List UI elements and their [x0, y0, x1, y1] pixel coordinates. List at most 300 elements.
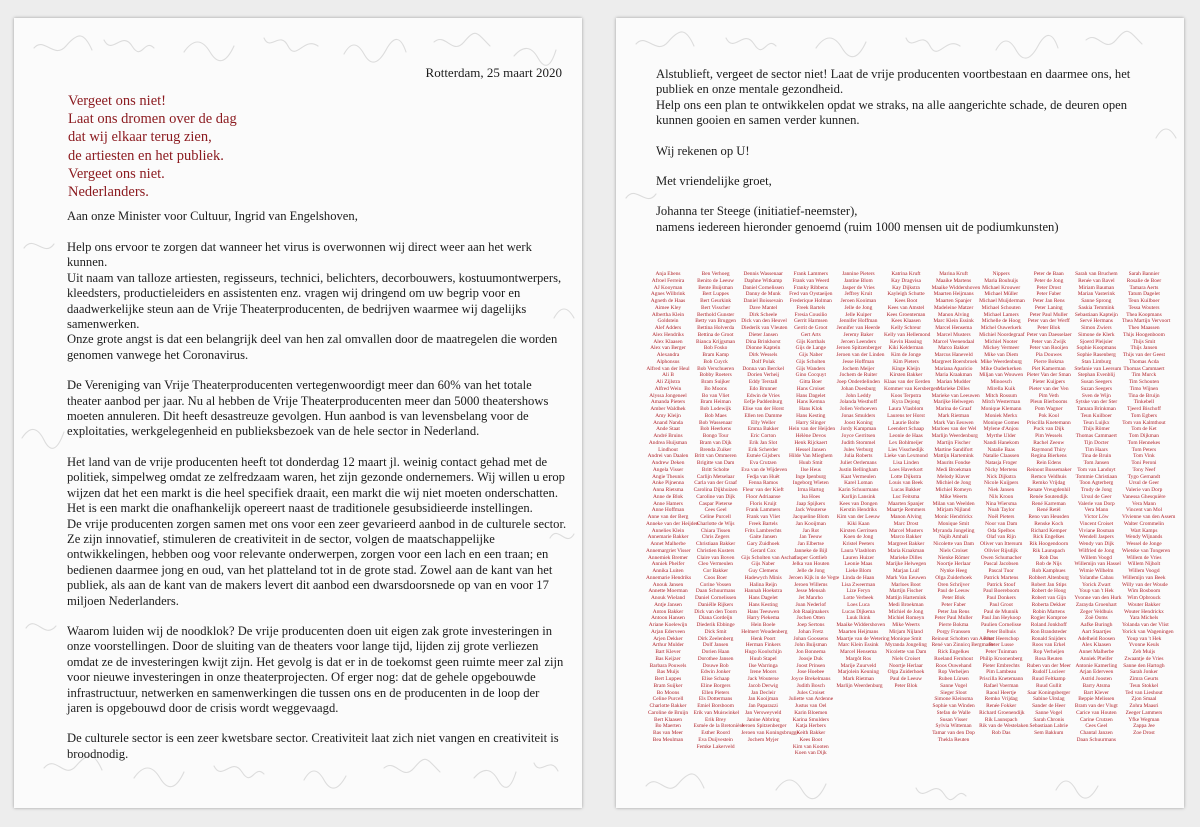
- signatory-name: Jasper de Vries: [842, 284, 875, 291]
- signatory-name: Jeroen Spitzenberger: [741, 723, 787, 730]
- signatory-name: Hans Klok: [799, 406, 823, 412]
- signatory-name: Zeeger Lammers: [1125, 709, 1163, 716]
- signatory-name: Simone de Klerk: [1078, 331, 1115, 338]
- signatory-name: Ruben Lürsen: [938, 676, 969, 682]
- signatory-name: Anne Hoffman: [651, 507, 685, 514]
- signatory-name: Sophie van Winden: [932, 703, 975, 709]
- signatory-name: Karin Schuurmans: [838, 487, 879, 493]
- signatory-name: Bo Moons: [704, 385, 727, 392]
- signatory-name: Jelle de Jong: [796, 568, 825, 574]
- signatory-name: Marc Klein Essink: [838, 642, 879, 649]
- signatory-name: Zoë Ooms: [1085, 615, 1108, 622]
- signatory-name: Dick van den Heuvel: [741, 318, 787, 325]
- letter-page-2: [616, 18, 1184, 808]
- signatory-name: Pieter van der Ven: [1028, 385, 1069, 392]
- signatory-name: Jeroen Kijk in de Vegte: [788, 574, 840, 581]
- signatory-name: Noël Pieters: [987, 514, 1015, 520]
- signatory-name: Juliet Oerlemans: [840, 460, 877, 466]
- signatory-name: Marije Zuurveld: [840, 662, 877, 669]
- signatory-name: Thijs Römer: [1082, 426, 1110, 433]
- signatory-name: Wouter Hendrickx: [1124, 608, 1164, 615]
- signatory-name: Marian Mudder: [936, 379, 971, 385]
- signatory-name: Anja Ebens: [655, 271, 681, 277]
- signatory-name: Alex Klaasen: [1081, 642, 1111, 649]
- signatory-name: Kees Klaasen: [891, 318, 921, 325]
- signatory-name: Peter Tuinman: [985, 649, 1017, 655]
- signatory-name: Brenda Zuiker: [699, 446, 732, 453]
- signatory-name: Marijke Helwegen: [933, 399, 974, 406]
- signatory-name: Carla van der Graaf: [694, 480, 737, 487]
- signatory-name: Moniek Merkx: [984, 412, 1018, 419]
- signatory-name: Rob Kamphues: [1032, 568, 1066, 574]
- signatory-name: Olivier Rijsdijk: [984, 547, 1018, 554]
- signatory-name: Oren Schrijver: [937, 581, 970, 588]
- signatory-name: Stan Limburg: [1081, 358, 1112, 365]
- signatory-name: Servé Hermans: [1079, 318, 1113, 325]
- signatory-name: Pierre Bokma: [1033, 358, 1064, 365]
- signatory-name: Nicole Kuijpers: [984, 480, 1019, 487]
- signatory-name: Mickey Vermeer: [983, 345, 1020, 352]
- signatory-name: Donna van Berckel: [742, 365, 784, 372]
- signatory-name: Peter van der Werff: [1027, 318, 1070, 325]
- signatory-name: Anke Pijnenna: [652, 480, 684, 487]
- signatory-name: Paul de Leeuw: [937, 588, 970, 595]
- signatory-name: Victor Löw: [1084, 514, 1109, 520]
- signatory-name: Sebastiaan Labrie: [1029, 723, 1068, 730]
- signatory-name: Hein Boele: [750, 622, 776, 628]
- signatory-name: Frank Lammers: [746, 507, 781, 514]
- signatory-name: Jacob Derwig: [748, 682, 779, 689]
- signatory-name: Carlijn Metselaar: [696, 473, 735, 480]
- signatory-name: Bob Cuyck: [703, 358, 728, 365]
- signatory-name: Milan van Weelden: [932, 500, 975, 507]
- signatory-name: Jesse Hoffman: [842, 358, 875, 365]
- signatory-name: Carolina Dijkhuizen: [693, 487, 738, 493]
- signatory-name: Kim van der Leeuw: [836, 514, 880, 520]
- signatory-name: Alphonsus: [656, 358, 680, 365]
- signatory-name: Mirjam Nijland: [936, 507, 971, 514]
- signatory-name: Rogier Komproe: [1030, 615, 1067, 622]
- signatory-name: Jochem de Ruiter: [839, 372, 878, 379]
- signatory-name: Remko Vrijdag: [1032, 480, 1066, 487]
- signatory-name: Arjan Ederveen: [1079, 669, 1114, 676]
- paragraph-line: Waarom luiden wij de noodklok? De vrije producenten doen uit eigen zak grote investeringen in onze voorstellingen. Door de sluiting van de theaters voor lange tijd, lijden zij grote verliezen omdat ze de investeringen kwijt zijn. Het gevolg is dat er in de toekomst geen ruimte meer zal zijn voor nieuwe investeringen in onze theaterprojecten. Of erger nog: dat de gehele opgebouwde infrastructuur, netwerken en samenwerkingen die tussen ons en de producenten in de loop der jaren is opgebouwd door de crisis wordt weggevaagd.: [67, 623, 564, 715]
- signatory-name: Bianca Krijgsman: [696, 338, 736, 345]
- signatory-name: Renske Koch: [1034, 520, 1064, 527]
- signatory-name: Wessel de Jonge: [1126, 541, 1162, 547]
- signatory-name: Pom Wagner: [1034, 406, 1063, 412]
- signatory-name: Vincent van Mol: [1125, 507, 1163, 514]
- signatory-name: Rik van de Westelaken: [979, 723, 1029, 730]
- signatory-name: Pia Douwes: [1035, 352, 1062, 358]
- signatory-name: Robert de Hoog: [1031, 588, 1066, 595]
- signatory-name: Nils Kroon: [989, 493, 1014, 500]
- signatory-name: Nicky Mertens: [985, 466, 1018, 473]
- signatory-name: Kees Boot: [799, 736, 823, 743]
- signatory-name: Huub Stapel: [749, 655, 777, 662]
- signatory-name: Guy Clemens: [748, 568, 778, 574]
- signatory-name: Bongo Tour: [702, 433, 729, 439]
- signatory-name: Leonie de Haas: [889, 433, 923, 439]
- signatory-name: Zjon Smaal: [1131, 696, 1157, 703]
- signatory-name: Maria Kraakman: [935, 372, 972, 379]
- signatory-name: Peter Jan Rens: [937, 608, 970, 615]
- signatory-name: Sarah Jonker: [1129, 669, 1158, 676]
- signatory-name: Freek Bartels: [796, 304, 826, 311]
- signatory-name: Tom Egbers: [1130, 412, 1157, 419]
- signatory-name: Mark Van Eeuwen: [933, 419, 974, 426]
- signatory-name: Valerie van Dorp: [1077, 500, 1115, 507]
- signatory-name: Anniek Pheifer: [1079, 655, 1113, 662]
- signatory-name: Andrei van Daalen: [647, 453, 689, 460]
- signatory-name: Mike van Diem: [984, 352, 1019, 358]
- signatory-name: Nynke Heeg: [940, 568, 968, 574]
- signatory-name: Karlijn Lansink: [841, 493, 876, 500]
- signatory-name: Marcel Veenendaal: [932, 338, 975, 345]
- signatory-name: Patrick Stoof: [987, 581, 1016, 588]
- signatory-name: Jochen Otten: [796, 615, 825, 622]
- signatory-name: Kirsten Gerritsen: [839, 527, 878, 534]
- signatory-name: Kelly Schreur: [890, 325, 922, 331]
- signatory-name: Zimra Geurts: [1129, 676, 1159, 682]
- signatory-name: Katja Herbers: [795, 723, 826, 730]
- signatory-name: Edo Brunner: [749, 385, 778, 392]
- signatory-name: Puck van Dijk: [1033, 426, 1065, 433]
- signatory-name: René van Zinnicq Bergmann: [931, 642, 994, 649]
- signatory-name: Yorick van Wageningen: [1121, 628, 1174, 635]
- signatory-name: Sanne den Hartogh: [1123, 662, 1165, 669]
- signatory-name: Michael Krouwer: [982, 284, 1021, 291]
- paragraph-line: Help ons een plan te ontwikkelen opdat we straks, na alle aangerichte schade, de deuren open kunnen gooien en samen verder kunnen.: [656, 97, 1128, 128]
- signatory-name: Mark Van Eeuwen: [885, 574, 926, 581]
- signatory-name: Koos Terpstra: [890, 392, 922, 399]
- signatory-name: Maarten Heijmans: [933, 291, 974, 298]
- signatory-name: Elly Weller: [750, 419, 776, 426]
- signatory-name: Simone Kleinsma: [934, 696, 973, 703]
- signatory-name: Arjan Ederveen: [651, 628, 685, 635]
- signatory-name: Walter Crommelin: [1123, 520, 1164, 527]
- signatory-name: Noah Taylor: [987, 507, 1015, 514]
- signatory-name: Barbara Pouwels: [649, 662, 687, 669]
- signatory-name: Ursul de Geer: [1081, 493, 1112, 500]
- signatory-name: Alef Adders: [654, 325, 682, 331]
- signatory-column: [1027, 271, 1071, 757]
- signatory-name: Niels Croiset: [939, 547, 968, 554]
- signatory-name: Yolanthe Cabau: [1079, 574, 1114, 581]
- signatory-name: Irene Moors: [749, 669, 777, 676]
- signatory-name: Martine Sandifort: [934, 446, 973, 453]
- signatory-name: Dirk Scheele: [749, 311, 778, 318]
- poem-line: de artiesten en het publiek.: [68, 147, 224, 164]
- signatory-name: Jochem Meijer: [842, 365, 875, 372]
- signatory-name: Martijn Fischer: [889, 588, 923, 595]
- signatory-name: Rob Das: [991, 730, 1011, 736]
- signatory-name: Marloes van der Wel: [931, 426, 977, 433]
- signatory-name: Maaike Widdershoven: [836, 622, 886, 628]
- signatory-name: Jonas Smulders: [841, 412, 876, 419]
- signatory-name: Gerrit de Groot: [794, 325, 828, 331]
- signatory-name: Kaat Vermeulen: [840, 473, 876, 480]
- signatory-name: Lieke van Lexmond: [884, 453, 928, 460]
- signatory-name: Mirjam Nijland: [889, 628, 923, 635]
- signatory-name: Yara Michels: [1129, 615, 1159, 622]
- signatory-name: Rick Engelkes: [937, 649, 970, 655]
- signatory-name: Gijs Wanders: [796, 365, 826, 372]
- signatory-name: Paul de Munnik: [983, 608, 1019, 615]
- signatory-name: Erik Brey: [705, 716, 727, 723]
- signatory-name: Marlijn Weerdenburg: [931, 433, 978, 439]
- signatory-name: Trudy de Jong: [1080, 487, 1112, 493]
- signatory-name: Eric Corton: [750, 433, 776, 439]
- signatory-name: Lieke Blom: [845, 568, 872, 574]
- signatory-name: Angela Visser: [652, 466, 684, 473]
- signatory-name: Ben Verhoeg: [701, 271, 730, 277]
- signatory-name: Bram Suijker: [653, 682, 683, 689]
- signatory-name: Marcel Hensema: [935, 325, 972, 331]
- signatory-name: Anouk Wieland: [651, 595, 685, 601]
- signatory-name: Antoon Hansen: [651, 615, 685, 622]
- signatory-name: Zeger Veldhuis: [1080, 608, 1113, 615]
- signatory-name: Esther Roord: [701, 730, 730, 736]
- signatory-name: Rop Verheijen: [1033, 649, 1065, 655]
- signatory-column: [741, 271, 799, 757]
- signatory-name: Stefanie van Leersum: [1074, 365, 1122, 372]
- signatory-name: Saar Koningsberger: [1027, 689, 1071, 696]
- signatory-name: Bettina Holverda: [697, 325, 735, 331]
- signatory-name: Mirella Kuik: [987, 385, 1016, 392]
- signatory-name: Cleo Vermeulen: [698, 561, 733, 568]
- signatory-name: Diana Gordeijn: [698, 615, 733, 622]
- signatory-name: Henk Poort: [750, 635, 776, 642]
- signatory-name: Cees Geel: [1085, 723, 1108, 730]
- signatory-name: Bert Geurkink: [700, 298, 732, 304]
- signatory-name: Rosa Reuten: [1035, 655, 1063, 662]
- signatory-name: Eva van de Wijdeven: [741, 466, 788, 473]
- poem-line: dat wij elkaar terug zien,: [68, 129, 212, 146]
- signatory-name: Mike Weerts: [892, 622, 920, 628]
- signatory-name: Anna Rietsma: [652, 487, 684, 493]
- signatory-name: Robert Jan Stips: [1031, 581, 1067, 588]
- signatory-name: Sem Bakkum: [1034, 730, 1064, 736]
- signatory-name: Bert Visscher: [701, 304, 731, 311]
- signatory-name: Peter Lusse: [988, 642, 1014, 649]
- signatory-name: Remco Veldhuis: [1031, 473, 1067, 480]
- signatory-column: [693, 271, 744, 757]
- signatory-name: Amber Waldhek: [650, 406, 686, 412]
- signatory-name: Dionne Kaptein: [746, 345, 781, 352]
- signatory-name: Lize Feryn: [846, 588, 871, 595]
- signatory-name: Gijs Korthals: [796, 338, 826, 345]
- letter-body-left: [67, 240, 567, 777]
- signatory-name: Rosalie de Boer: [1126, 277, 1162, 284]
- signatory-name: Amy Kleijn: [655, 412, 681, 419]
- signatory-name: Nina Wiersma: [985, 500, 1017, 507]
- signatory-name: Jack Wouterse: [795, 507, 827, 514]
- signatory-name: Jacqueline Blom: [792, 514, 829, 520]
- signatory-name: Annemarie Bakker: [647, 534, 689, 541]
- signatory-name: Pleun Bierbooms: [1030, 399, 1068, 406]
- signatory-name: Lindhout: [658, 446, 678, 453]
- signatory-name: Roland Jonkhoff: [1030, 622, 1067, 628]
- signatory-name: Myrthe Ulder: [986, 433, 1016, 439]
- signatory-name: Hilde Van Mieghem: [788, 453, 833, 460]
- signatory-name: Frank van Weerd: [792, 277, 830, 284]
- signatory-name: Anniek Pheifer: [651, 561, 685, 568]
- signatory-name: Marina de Graaf: [935, 406, 972, 412]
- signatory-name: Helmert Woudenberg: [741, 628, 788, 635]
- signatory-name: Femke Lakerveld: [696, 743, 735, 750]
- signatory-name: John Buijsman: [794, 642, 827, 649]
- signatory-name: Juliette van Ardenne: [788, 696, 834, 703]
- signatory-name: Vanessa Ghesquière: [1122, 493, 1166, 500]
- signatory-name: Mark Rietman: [937, 412, 970, 419]
- signatory-name: Jan Rot: [802, 527, 819, 534]
- signatory-name: Gerrit Harmsen: [793, 318, 828, 325]
- signatory-name: Mark Rietman: [842, 676, 875, 682]
- signatory-name: Klaas van der Eerden: [883, 379, 931, 385]
- signatory-name: Wart Kamps: [1130, 527, 1158, 534]
- signatory-name: Eddy Terstall: [748, 379, 778, 385]
- signatory-name: Kirsten Bakker: [889, 372, 923, 379]
- signatory-name: Suzan Seegers: [1080, 385, 1112, 392]
- signatory-name: Marcel Hensema: [840, 649, 877, 655]
- signatory-name: Hélène Devos: [795, 433, 826, 439]
- signatory-name: Pierre Bokma: [938, 622, 969, 628]
- signatory-name: Emiel Borsboom: [697, 703, 734, 709]
- signatory-name: Ruud Feltkamp: [1032, 676, 1066, 682]
- paragraph-line: Wij rekenen op U!: [656, 143, 750, 158]
- signatory-name: Willem Voogd: [1080, 554, 1112, 561]
- signatory-name: Peter Blok: [1037, 325, 1061, 331]
- letter-page-1: [14, 18, 582, 808]
- signatory-name: Peter Jan Rens: [1032, 298, 1065, 304]
- signatory-name: Dolf Jansen: [702, 642, 729, 649]
- signatory-name: Thijs Jansen: [1130, 345, 1158, 352]
- signatory-name: Peter van Zwijk: [1031, 338, 1066, 345]
- signatory-name: Porgy Franssen: [936, 628, 971, 635]
- signatory-name: Jeffrey Kruit: [844, 291, 873, 298]
- signatory-name: Irma Hartog: [797, 487, 825, 493]
- signatory-name: Janneke de Bijl: [794, 547, 828, 554]
- signatory-name: Johan Doesburg: [840, 385, 876, 392]
- signatory-name: Gerard Cox: [750, 547, 776, 554]
- signatory-name: Alexandra: [656, 352, 680, 358]
- signatory-name: Miljan van Wouwen: [979, 372, 1024, 379]
- signatory-name: Ted van Lieshout: [1125, 689, 1163, 696]
- signatory-name: Harry Piekema: [746, 615, 780, 622]
- signatory-name: Alex Hendriks: [652, 331, 684, 338]
- signatory-name: Sabine Uitslag: [1032, 696, 1065, 703]
- signatory-name: Peter Blok: [942, 595, 966, 601]
- signatory-name: Michael Muijderman: [979, 298, 1025, 304]
- signatory-name: Ursul de Geer: [1128, 480, 1160, 487]
- signatory-name: Caroline de Bruijn: [647, 709, 689, 716]
- signatory-name: Tessa Wouters: [1128, 304, 1160, 311]
- signatory-name: Jan Paparazzi: [748, 703, 778, 709]
- signatory-name: Peter Faber: [941, 601, 966, 608]
- signatory-name: Jelka van Houten: [792, 561, 830, 568]
- signatory-name: Maria Bouhuijs: [984, 277, 1018, 284]
- signatory-name: Anouk Jansen: [652, 581, 684, 588]
- signatory-column: [836, 271, 890, 757]
- signatory-name: Teun Luijkx: [1083, 419, 1110, 426]
- signatory-name: Franky Ribbens: [793, 284, 828, 291]
- signatory-name: Bobby Roeters: [699, 372, 732, 379]
- signatory-name: Monique Smit: [890, 635, 922, 642]
- signatory-name: Hans Croiset: [796, 385, 825, 392]
- signatory-name: Natasja Froger: [985, 460, 1018, 466]
- signatory-name: Tim Murck: [1131, 372, 1157, 379]
- signatory-name: Daniel Cornelissen: [695, 595, 737, 601]
- signatory-name: Kay Dijkstra: [892, 284, 920, 291]
- signatory-name: Sjoerd Pleijsier: [1079, 338, 1113, 345]
- signatory-name: Hans Kesting: [796, 412, 826, 419]
- signatory-name: Niels Croiset: [891, 655, 921, 662]
- signatory-name: Karin Bloemen: [794, 709, 828, 716]
- signatory-name: Michiel de Jong: [936, 480, 971, 487]
- signatory-name: Robin Martens: [1032, 608, 1065, 615]
- signatory-name: Oliver van Ittersum: [980, 541, 1023, 547]
- signatory-name: Lauren Huizer: [842, 554, 875, 561]
- signatory-name: Peter van Daesselaer: [1026, 331, 1072, 338]
- signatory-name: Kim van Kooten: [792, 743, 829, 750]
- signatory-name: Hein van der Heijden: [788, 426, 836, 433]
- signatory-name: Yvonne van den Hurk: [1074, 595, 1122, 601]
- signatory-name: Monique Gomes: [983, 419, 1020, 426]
- signatory-name: Youp van 't Hek: [1078, 588, 1114, 595]
- signatory-name: Bas Keijzer: [655, 655, 681, 662]
- signatory-name: Ilse Warringa: [748, 662, 778, 669]
- signatory-name: Simon Zwiers: [1081, 325, 1112, 331]
- signatory-name: Sophie Rasenberg: [1076, 352, 1116, 358]
- signatory-name: Valerie van Dorp: [1125, 487, 1163, 493]
- signatory-name: Miriam Bauman: [1078, 284, 1115, 291]
- signatory-name: Olga Zuiderhoek: [935, 574, 972, 581]
- signatory-name: Michiel Noordegraaf: [979, 331, 1025, 338]
- signatory-name: Youp van 't Hek: [1126, 635, 1162, 642]
- signatory-name: Marieke van Leeuwen: [931, 392, 980, 399]
- signatory-name: Zeb Muijs: [1132, 649, 1156, 655]
- signatory-name: Edwin Jonker: [700, 669, 731, 676]
- signatory-name: Kristel Peeters: [842, 541, 875, 547]
- signatory-name: Marieke Dilles: [937, 385, 970, 392]
- signatory-name: Priscilla Knetemann: [1026, 419, 1071, 426]
- signatory-name: Marijke Helwegen: [885, 561, 927, 568]
- signatory-name: Isa Hoes: [801, 493, 821, 500]
- signatory-name: Tony Neef: [1132, 466, 1156, 473]
- signatory-column: [1074, 271, 1122, 757]
- signatory-name: Anne Hamers: [653, 500, 683, 507]
- signatory-name: Jantine Blom: [844, 277, 873, 284]
- signatory-name: Marloes Boot: [891, 581, 921, 588]
- signatory-name: Erik Scherder: [748, 446, 779, 453]
- signatory-name: Manon Alving: [937, 311, 970, 318]
- signatory-name: Thekla Reuten: [937, 736, 970, 743]
- signatory-name: Tom van Kalmthout: [1122, 419, 1166, 426]
- signatory-name: Antonie Kamerling: [1075, 662, 1118, 669]
- signatory-name: Ellen Pieters: [701, 689, 730, 696]
- signatory-name: AJ Kooyman: [653, 284, 683, 291]
- signatory-name: Tom Dijkman: [1128, 433, 1159, 439]
- signatory-name: Pim Wessels: [1035, 433, 1063, 439]
- signatory-name: Frank van Vliet: [746, 514, 781, 520]
- signatory-name: Brigitte van Dam: [696, 460, 735, 466]
- signatory-name: Susan Seegers: [1080, 379, 1112, 385]
- signatory-name: Laura Vlasblom: [888, 406, 924, 412]
- signatory-name: Janine Abbring: [746, 716, 780, 723]
- signatory-name: Minoesch: [990, 379, 1012, 385]
- signatory-name: Peter Paul Muller: [934, 615, 973, 622]
